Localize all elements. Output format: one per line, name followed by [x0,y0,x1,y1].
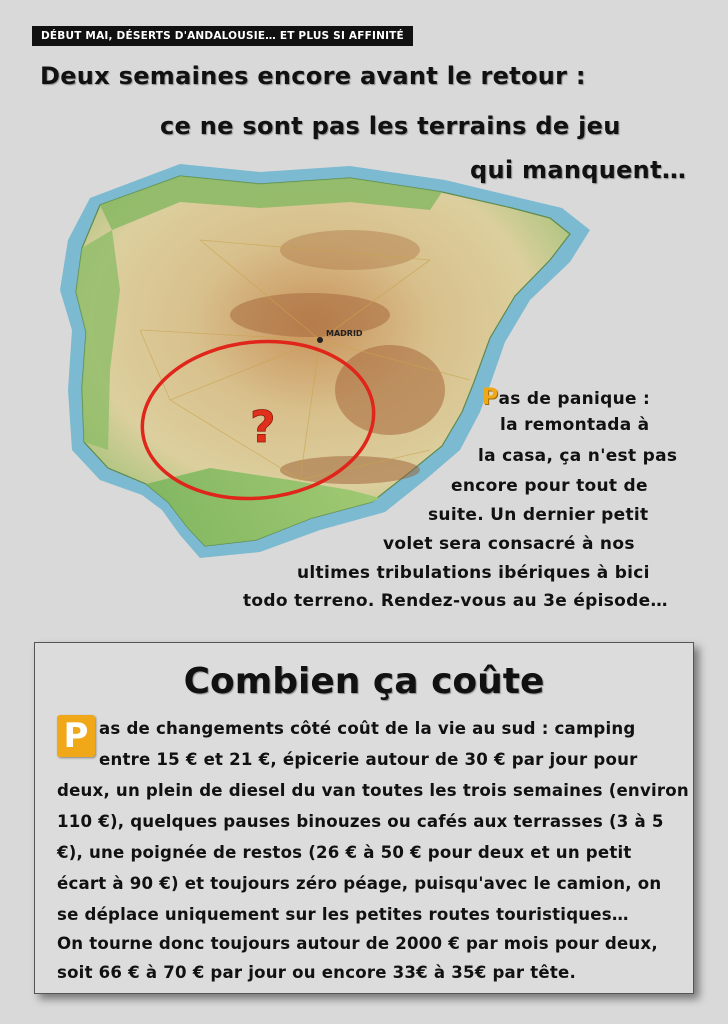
cost-box-line-4: 110 €), quelques pauses binouzes ou cafés aux terrasses (3 à 5 [57,812,664,831]
side-note-line-7: ultimes tribulations ibériques à bici [297,563,650,583]
cost-box-line-6: écart à 90 €) et toujours zéro péage, puisqu'avec le camion, on [57,874,662,893]
side-note-line-1-text: as de panique : [498,389,651,409]
side-note-line-4: encore pour tout de [451,476,648,496]
side-note-dropcap: P [482,385,499,410]
cost-box-dropcap: P [57,715,95,757]
cost-box-title: Combien ça coûte [183,661,545,702]
cost-box-line-3: deux, un plein de diesel du van toutes les trois semaines (environ [57,781,689,800]
mountain-north [280,230,420,270]
madrid-dot [317,337,323,343]
cost-box-line-2: entre 15 € et 21 €, épicerie autour de 30 € par jour pour [99,750,638,769]
headline-line-1: Deux semaines encore avant le retour : [40,62,586,90]
side-note-line-8: todo terreno. Rendez-vous au 3e épisode… [243,591,668,611]
headline-line-2: ce ne sont pas les terrains de jeu [160,112,621,140]
headline-line-3: qui manquent… [470,156,687,184]
cost-box-line-1: as de changements côté coût de la vie au sud : camping [99,719,636,738]
madrid-label: MADRID [326,329,363,338]
mountain-central [230,293,390,337]
question-mark: ? [250,402,276,453]
cost-box-line-8: On tourne donc toujours autour de 2000 € par mois pour deux, [57,934,658,953]
cost-box-line-9: soit 66 € à 70 € par jour ou encore 33€ à 35€ par tête. [57,963,576,982]
cost-box-line-7: se déplace uniquement sur les petites routes touristiques… [57,905,629,924]
cost-box [34,642,694,994]
side-note-line-6: volet sera consacré à nos [383,534,635,554]
side-note-line-3: la casa, ça n'est pas [478,446,678,466]
side-note-line-1 [482,385,650,410]
side-note-line-2: la remontada à [500,415,650,435]
section-tag: DÉBUT MAI, DÉSERTS D'ANDALOUSIE… ET PLUS SI AFFINITÉ [32,26,413,46]
side-note-line-5: suite. Un dernier petit [428,505,649,525]
cost-box-line-5: €), une poignée de restos (26 € à 50 € pour deux et un petit [57,843,632,862]
